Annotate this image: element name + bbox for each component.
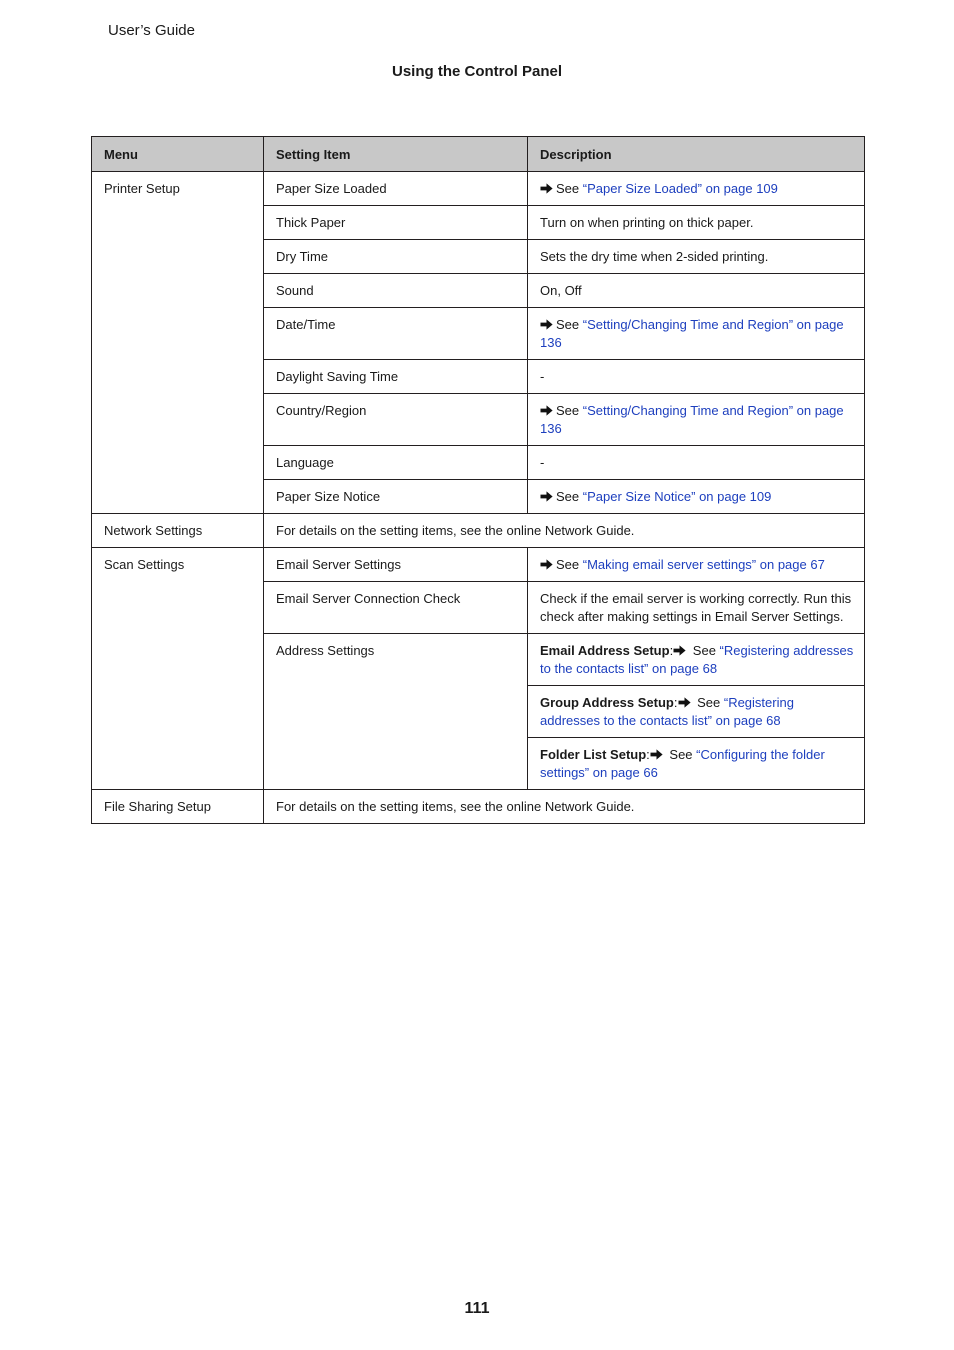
settings-table	[91, 136, 865, 824]
setting-item: Language	[264, 446, 528, 480]
group-address-setup-label: Group Address Setup	[540, 695, 674, 710]
cross-reference-link[interactable]: “Setting/Changing Time and Region” on page 136	[540, 403, 844, 436]
cross-reference-link[interactable]: “Paper Size Loaded” on page 109	[582, 181, 778, 196]
menu-cell-file-sharing-setup: File Sharing Setup	[92, 790, 264, 824]
description-cell: For details on the setting items, see the online Network Guide.	[264, 790, 865, 824]
column-header-description: Description	[528, 137, 865, 172]
see-text: See	[556, 557, 583, 572]
description-cell: -	[528, 446, 865, 480]
column-header-menu: Menu	[92, 137, 264, 172]
see-text: See	[693, 695, 724, 710]
table-row	[92, 172, 865, 206]
cross-reference-link[interactable]: “Setting/Changing Time and Region” on page 136	[540, 317, 844, 350]
label-separator: :	[673, 695, 678, 710]
description-cell	[528, 548, 865, 582]
folder-list-setup-label: Folder List Setup	[540, 747, 647, 762]
see-text: See	[556, 403, 583, 418]
see-text: See	[689, 643, 720, 658]
cross-reference-link[interactable]: “Paper Size Notice” on page 109	[582, 489, 772, 504]
setting-item: Thick Paper	[264, 206, 528, 240]
arrow-right-icon	[540, 405, 553, 416]
description-cell	[528, 172, 865, 206]
description-cell: Check if the email server is working correctly. Run this check after making settings in Email Server Settings.	[528, 582, 865, 634]
setting-item: Paper Size Notice	[264, 480, 528, 514]
description-cell	[528, 394, 865, 446]
cross-reference-link[interactable]: “Registering addresses to the contacts list” on page 68	[540, 643, 854, 676]
section-title: Using the Control Panel	[391, 63, 562, 80]
arrow-right-icon	[540, 559, 553, 570]
arrow-right-icon	[678, 697, 691, 708]
description-cell	[528, 480, 865, 514]
description-cell: For details on the setting items, see the online Network Guide.	[264, 514, 865, 548]
label-separator: :	[646, 747, 650, 762]
label-separator: :	[669, 643, 674, 658]
arrow-right-icon	[540, 491, 553, 502]
description-cell	[528, 738, 865, 790]
arrow-right-icon	[650, 749, 663, 760]
table-row	[92, 548, 865, 582]
description-cell: Sets the dry time when 2-sided printing.	[528, 240, 865, 274]
setting-item: Country/Region	[264, 394, 528, 446]
description-cell: On, Off	[528, 274, 865, 308]
description-cell	[528, 634, 865, 686]
setting-item: Sound	[264, 274, 528, 308]
arrow-right-icon	[673, 645, 686, 656]
email-address-setup-label: Email Address Setup	[540, 643, 670, 658]
setting-item: Dry Time	[264, 240, 528, 274]
table-header-row	[92, 137, 865, 172]
setting-item: Date/Time	[264, 308, 528, 360]
setting-item: Address Settings	[264, 634, 528, 790]
see-text: See	[665, 747, 697, 762]
setting-item: Paper Size Loaded	[264, 172, 528, 206]
menu-cell-network-settings: Network Settings	[92, 514, 264, 548]
description-cell	[528, 686, 865, 738]
see-text: See	[556, 181, 583, 196]
table-row	[92, 790, 865, 824]
cross-reference-link[interactable]: “Registering addresses to the contacts list” on page 68	[540, 695, 794, 728]
guide-title: User’s Guide	[108, 22, 195, 39]
cross-reference-link[interactable]: “Making email server settings” on page 67	[582, 557, 825, 572]
description-cell	[528, 308, 865, 360]
description-cell: -	[528, 360, 865, 394]
setting-item: Email Server Connection Check	[264, 582, 528, 634]
menu-cell-scan-settings: Scan Settings	[92, 548, 264, 790]
see-text: See	[556, 317, 583, 332]
arrow-right-icon	[540, 183, 553, 194]
see-text: See	[556, 489, 583, 504]
column-header-setting-item: Setting Item	[264, 137, 528, 172]
arrow-right-icon	[540, 319, 553, 330]
setting-item: Daylight Saving Time	[264, 360, 528, 394]
menu-cell-printer-setup: Printer Setup	[92, 172, 264, 514]
cross-reference-link[interactable]: “Configuring the folder settings” on page 66	[540, 747, 825, 780]
setting-item: Email Server Settings	[264, 548, 528, 582]
table-row	[92, 514, 865, 548]
page-number: 111	[464, 1300, 490, 1317]
description-cell: Turn on when printing on thick paper.	[528, 206, 865, 240]
